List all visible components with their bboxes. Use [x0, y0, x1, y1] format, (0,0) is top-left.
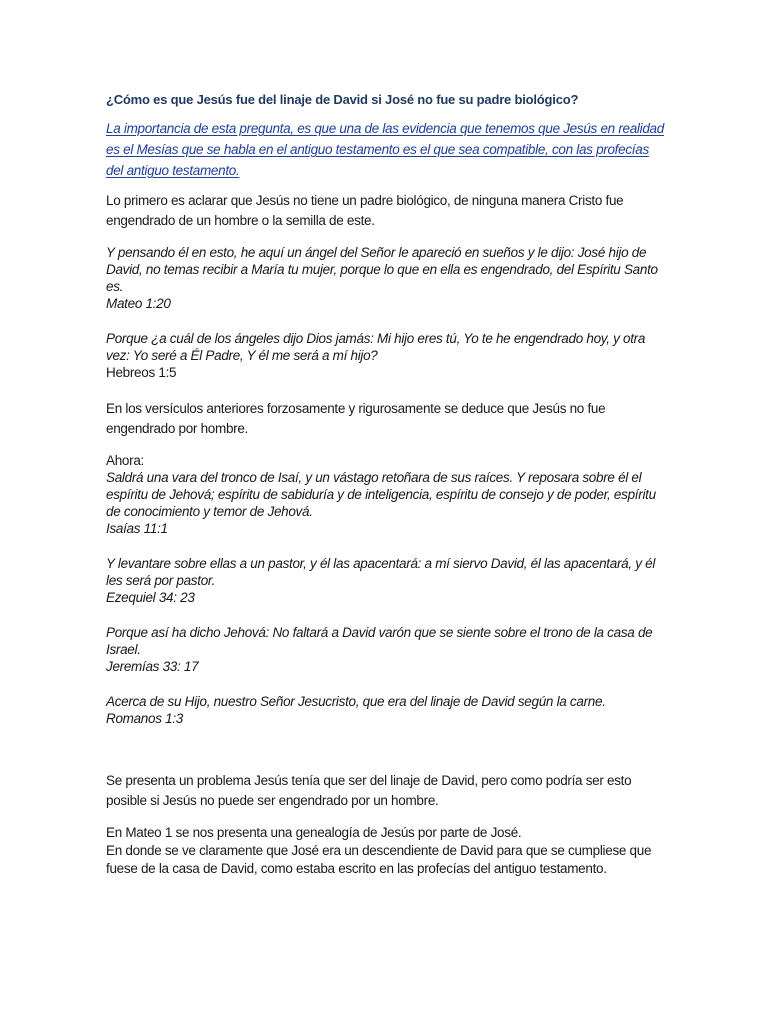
verse-reference: Romanos 1:3: [106, 711, 183, 726]
intro-paragraph: [106, 118, 666, 181]
spacer: [106, 745, 666, 771]
paragraph-4-line-2: En donde se ve claramente que José era un descendiente de David para que se cumpliese que fuese de la casa de David, como estaba escrito en las profecías del antiguo testamento.: [106, 843, 652, 876]
verse-reference: Hebreos 1:5: [106, 365, 177, 380]
verse-block-1: [106, 244, 666, 312]
verse-reference: Mateo 1:20: [106, 296, 171, 311]
verse-text: Y pensando él en esto, he aquí un ángel del Señor le apareció en sueños y le dijo: José hijo de David, no temas recibir a María tu mujer, porque lo que en ella es engendrado, del Espíritu Santo es.: [106, 245, 658, 294]
paragraph-1: Lo primero es aclarar que Jesús no tiene un padre biológico, de ninguna manera Cristo fue engendrado de un hombre o la semilla de este.: [106, 193, 624, 228]
verse-text: Porque así ha dicho Jehová: No faltará a David varón que se siente sobre el trono de la casa de Israel.: [106, 625, 653, 657]
verse-text: Y levantare sobre ellas a un pastor, y él las apacentará: a mí siervo David, él las apacentará, y él les será por pastor.: [106, 556, 656, 588]
verse-reference: Isaías 11:1: [106, 521, 168, 536]
paragraph-4-line-1: En Mateo 1 se nos presenta una genealogía de Jesús por parte de José.: [106, 825, 522, 840]
verse-block-5: [106, 624, 666, 675]
verse-text: Acerca de su Hijo, nuestro Señor Jesucristo, que era del linaje de David según la carne.: [106, 694, 606, 709]
page-title: ¿Cómo es que Jesús fue del linaje de David si José no fue su padre biológico?: [106, 92, 579, 107]
verse-text: Porque ¿a cuál de los ángeles dijo Dios jamás: Mi hijo eres tú, Yo te he engendrado hoy, y otra vez: Yo seré a Él Padre, Y él me será a mí hijo?: [106, 331, 646, 363]
document-body: [106, 92, 666, 878]
verse-block-4: [106, 555, 666, 606]
verse-reference: Ezequiel 34: 23: [106, 590, 195, 605]
verse-block-6: [106, 693, 666, 727]
verse-block-3: [106, 452, 666, 537]
paragraph-3: Se presenta un problema Jesús tenía que ser del linaje de David, pero como podría ser esto posible si Jesús no puede ser engendrado por un hombre.: [106, 773, 632, 808]
verse-reference: Jeremías 33: 17: [106, 659, 199, 674]
verse-text: Saldrá una vara del tronco de Isaí, y un vástago retoñara de sus raíces. Y reposara sobre él el espíritu de Jehová; espíritu de sabiduría y de inteligencia, espíritu de consejo y de poder, espíritu de conocimiento y temor de Jehová.: [106, 470, 656, 519]
intro-text: La importancia de esta pregunta, es que una de las evidencia que tenemos que Jesús en realidad es el Mesías que se habla en el antiguo testamento es el que sea compatible, con las profecías del antiguo testamento.: [106, 121, 664, 178]
paragraph-2: En los versículos anteriores forzosamente y rigurosamente se deduce que Jesús no fue engendrado por hombre.: [106, 401, 606, 436]
verse-lead: Ahora:: [106, 453, 144, 468]
paragraph-4: [106, 824, 666, 878]
verse-block-2: [106, 330, 666, 381]
